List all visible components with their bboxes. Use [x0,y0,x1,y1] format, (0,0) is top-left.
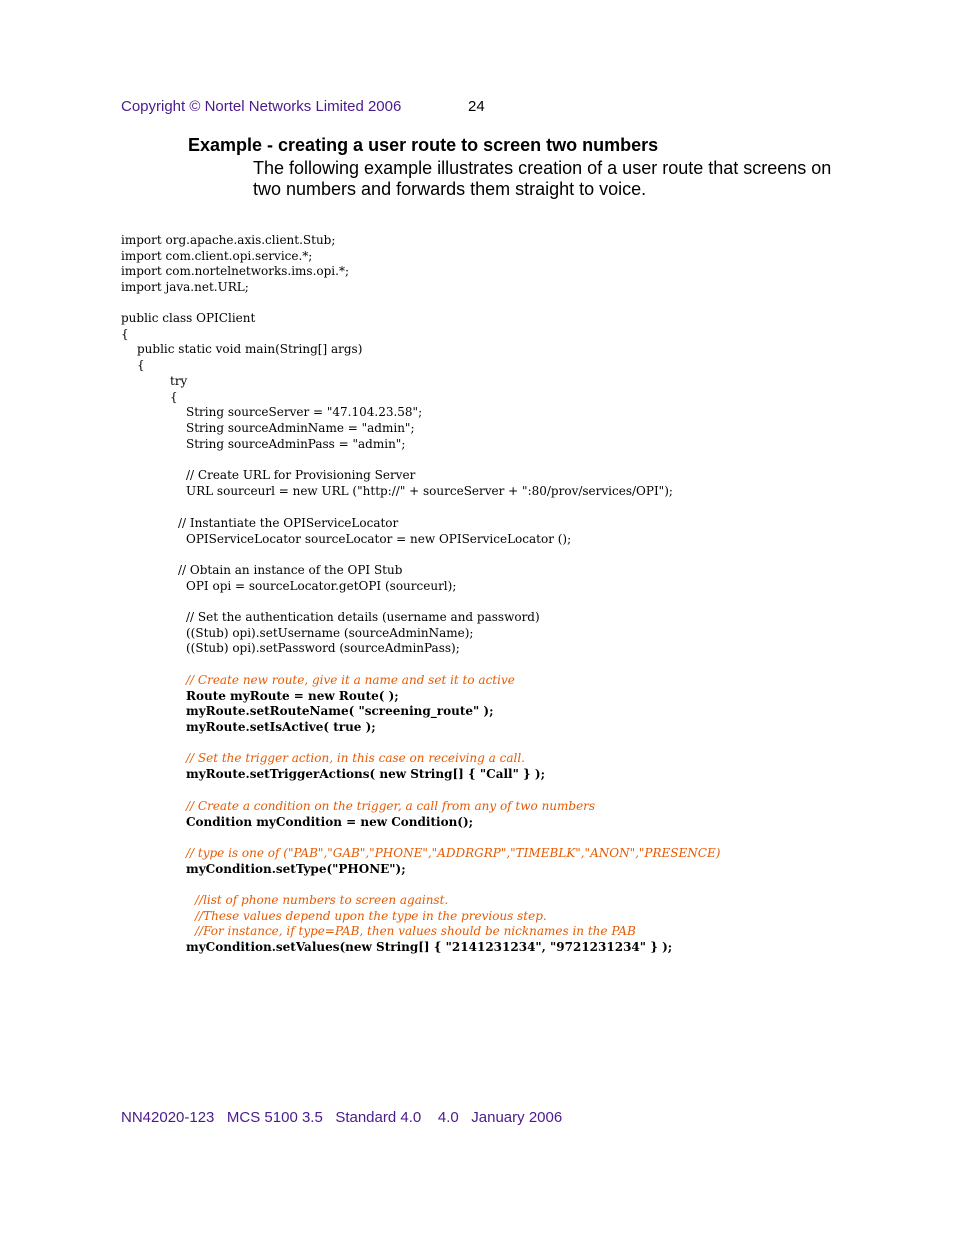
code-line: { [137,358,145,372]
code-comment: // Create a condition on the trigger, a call from any of two numbers [186,799,596,813]
page-footer [121,1109,562,1126]
code-line: myCondition.setType("PHONE"); [186,862,406,876]
code-line: import org.apache.axis.client.Stub; [121,233,336,247]
intro-paragraph: The following example illustrates creation of a user route that screens on two numbers and forwards them straight to voice. [253,158,832,199]
code-line: ((Stub) opi).setUsername (sourceAdminName); [186,626,474,640]
code-line: { [170,390,178,404]
footer-doc-number: NN42020-123 [121,1109,215,1126]
footer-product: MCS 5100 3.5 [226,1109,323,1126]
code-line: OPIServiceLocator sourceLocator = new OPIServiceLocator (); [186,532,572,546]
code-comment: // Set the trigger action, in this case on receiving a call. [186,751,525,765]
code-line: // Create URL for Provisioning Server [186,468,416,482]
code-comment: // Create new route, give it a name and set it to active [186,673,515,687]
code-line: myRoute.setRouteName( "screening_route" ); [186,704,494,718]
code-line: myRoute.setIsActive( true ); [186,720,376,734]
code-line: // Obtain an instance of the OPI Stub [178,563,403,577]
code-line: public static void main(String[] args) [137,342,363,356]
code-line: String sourceServer = "47.104.23.58"; [186,405,423,419]
footer-status: Standard 4.0 [335,1109,422,1126]
code-line: Condition myCondition = new Condition(); [186,815,474,829]
code-line: String sourceAdminName = "admin"; [186,421,415,435]
code-line: String sourceAdminPass = "admin"; [186,437,406,451]
code-line: try [170,374,188,388]
page-number: 24 [468,98,485,115]
code-line: import com.client.opi.service.*; [121,249,313,263]
footer-version: 4.0 [437,1109,459,1126]
code-line: ((Stub) opi).setPassword (sourceAdminPass); [186,641,460,655]
code-comment: //For instance, if type=PAB, then values should be nicknames in the PAB [195,924,636,938]
code-line: import com.nortelnetworks.ims.opi.*; [121,264,350,278]
code-line: // Set the authentication details (username and password) [186,610,540,624]
footer-date: January 2006 [471,1109,563,1126]
code-line: // Instantiate the OPIServiceLocator [178,516,399,530]
code-line: URL sourceurl = new URL ("http://" + sourceServer + ":80/prov/services/OPI"); [186,484,673,498]
code-line: myRoute.setTriggerActions( new String[] { "Call" } ); [186,767,546,781]
code-line: Route myRoute = new Route( ); [186,689,399,703]
code-comment: // type is one of ("PAB","GAB","PHONE","ADDRGRP","TIMEBLK","ANON","PRESENCE) [186,846,721,860]
code-line: import java.net.URL; [121,280,249,294]
code-line: myCondition.setValues(new String[] { "2141231234", "9721231234" } ); [186,940,673,954]
copyright-text: Copyright © Nortel Networks Limited 2006 [121,98,402,115]
code-comment: //list of phone numbers to screen against. [195,893,449,907]
code-line: { [121,327,129,341]
code-line: OPI opi = sourceLocator.getOPI (sourceurl); [186,579,457,593]
code-line: public class OPIClient [121,311,256,325]
code-comment: //These values depend upon the type in the previous step. [195,909,547,923]
section-title: Example - creating a user route to screen two numbers [188,135,659,155]
